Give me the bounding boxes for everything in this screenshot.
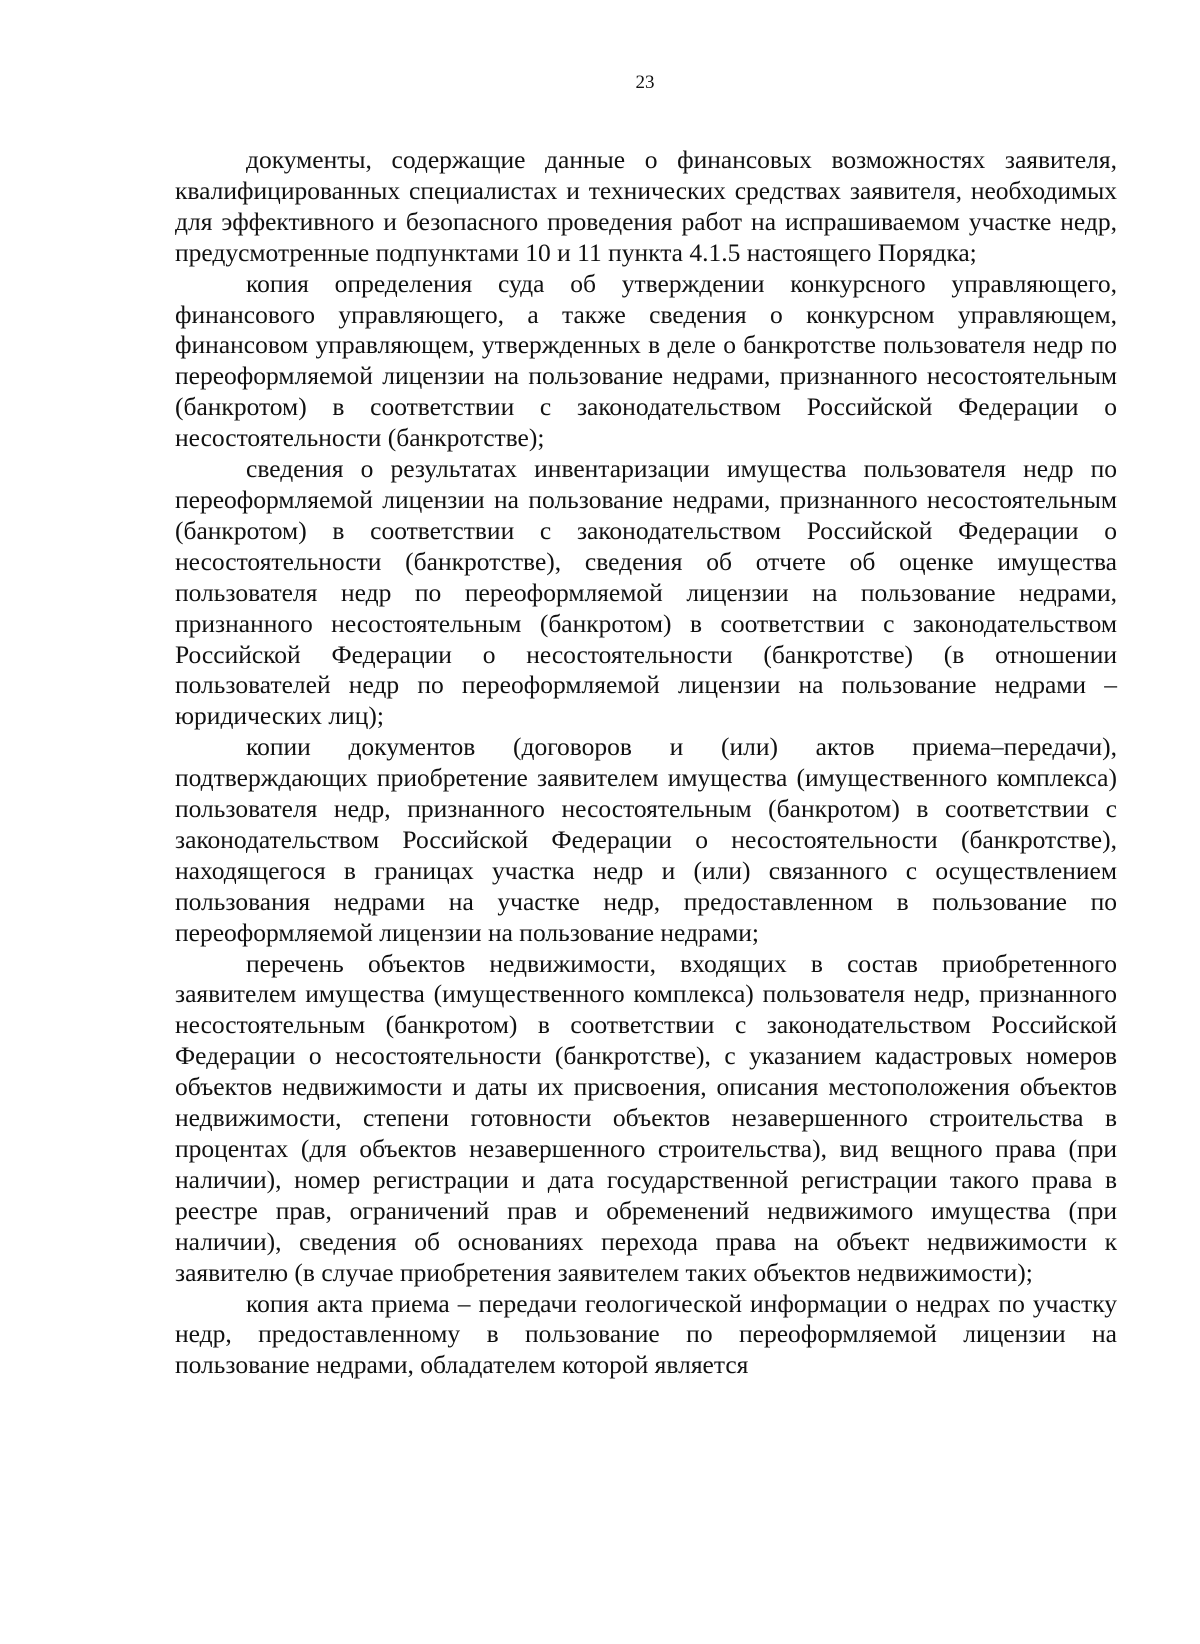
paragraph-court-ruling-copy: копия определения суда об утверждении конкурсного управляющего, финансового управляющего, а также сведения о конкурсном управляющем, финансовом управляющем, утвержденных в деле о банкротстве пользователя недр по переоформляемой лицензии на пользование недрами, признанного несостоятельным (банкротом) в соответствии с законодательством Российской Федерации о несостоятельности (банкротстве); xyxy=(175,268,1117,453)
paragraph-inventory-results: сведения о результатах инвентаризации имущества пользователя недр по переоформляемой лицензии на пользование недрами, признанного несостоятельным (банкротом) в соответствии с законодательством Российской Федерации о несостоятельности (банкротстве), сведения об отчете об оценке имущества пользователя недр по переоформляемой лицензии на пользование недрами, признанного несостоятельным (банкротом) в соответствии с законодательством Российской Федерации о несостоятельности (банкротстве) (в отношении пользователей недр по переоформляемой лицензии на пользование недрами – юридических лиц); xyxy=(175,454,1117,731)
paragraph-real-estate-list: перечень объектов недвижимости, входящих в состав приобретенного заявителем имущества (имущественного комплекса) пользователя недр, признанного несостоятельным (банкротом) в соответствии с законодательством Российской Федерации о несостоятельности (банкротстве), с указанием кадастровых номеров объектов недвижимости и даты их присвоения, описания местоположения объектов недвижимости, степени готовности объектов незавершенного строительства в процентах (для объектов незавершенного строительства), вид вещного права (при наличии), номер регистрации и дата государственной регистрации такого права в реестре прав, ограничений прав и обременений недвижимого имущества (при наличии), сведения об основаниях перехода права на объект недвижимости к заявителю (в случае приобретения заявителем таких объектов недвижимости); xyxy=(175,948,1117,1287)
paragraph-transfer-act-copy: копия акта приема – передачи геологической информации о недрах по участку недр, предоставленному в пользование по переоформляемой лицензии на пользование недрами, обладателем которой является xyxy=(175,1288,1117,1380)
paragraph-financial-documents: документы, содержащие данные о финансовых возможностях заявителя, квалифицированных специалистах и технических средствах заявителя, необходимых для эффективного и безопасного проведения работ на испрашиваемом участке недр, предусмотренные подпунктами 10 и 11 пункта 4.1.5 настоящего Порядка; xyxy=(175,145,1117,267)
document-body xyxy=(175,145,1117,1381)
paragraph-acquisition-documents: копии документов (договоров и (или) актов приема–передачи), подтверждающих приобретение заявителем имущества (имущественного комплекса) пользователя недр, признанного несостоятельным (банкротом) в соответствии с законодательством Российской Федерации о несостоятельности (банкротстве), находящегося в границах участка недр и (или) связанного с осуществлением пользования недрами на участке недр, предоставленном в пользование по переоформляемой лицензии на пользование недрами; xyxy=(175,732,1117,947)
page-number: 23 xyxy=(635,72,655,93)
